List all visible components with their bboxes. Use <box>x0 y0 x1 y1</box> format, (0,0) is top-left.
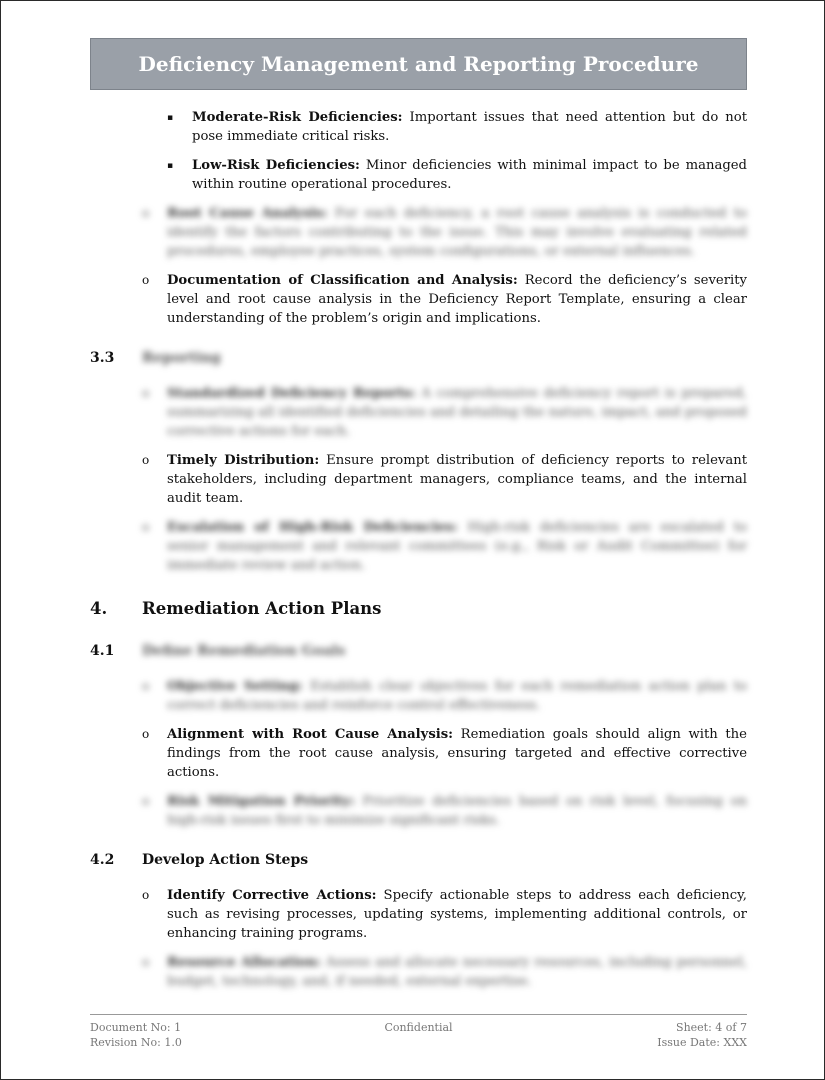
bullet-item-low-risk <box>90 156 747 194</box>
item-text: Ensure prompt distribution of deficiency reports to relevant stakeholders, including department managers, compliance teams, and the internal audit team. <box>167 453 747 506</box>
list-item-timely-distribution <box>90 451 747 508</box>
item-label: Documentation of Classification and Analysis: <box>167 273 518 288</box>
section-title: Reporting <box>142 350 221 366</box>
list-item-objective-setting <box>90 677 747 715</box>
circle-bullet-icon: o <box>142 888 150 902</box>
item-text: Assess and allocate necessary resources, including personnel, budget, technology, and, if needed, external expertise. <box>167 955 748 989</box>
list-item-resource-allocation <box>90 953 747 991</box>
item-label: Timely Distribution: <box>167 453 320 468</box>
circle-bullet-icon: o <box>142 679 150 693</box>
item-label: Root Cause Analysis: <box>167 206 328 221</box>
circle-bullet-icon: o <box>142 273 150 287</box>
section-number: 4.1 <box>90 643 115 659</box>
list-item-root-cause <box>90 204 747 261</box>
square-bullet-icon: ▪ <box>167 161 174 171</box>
item-label: Identify Corrective Actions: <box>167 888 377 903</box>
item-label: Standardized Deficiency Reports: <box>167 386 416 401</box>
list-item-escalation <box>90 518 747 575</box>
item-label: Resource Allocation: <box>167 955 321 970</box>
section-heading-3-3 <box>90 350 747 370</box>
section-heading-4-1 <box>90 643 747 663</box>
circle-bullet-icon: o <box>142 206 150 220</box>
circle-bullet-icon: o <box>142 520 150 534</box>
item-label: Objective Setting: <box>167 679 303 694</box>
item-text: A comprehensive deficiency report is prepared, summarizing all identified deficiencies and detailing the nature, impact, and proposed corrective actions for each. <box>167 386 747 439</box>
page-footer <box>90 1014 747 1050</box>
item-text: Remediation goals should align with the findings from the root cause analysis, ensuring targeted and effective corrective actions. <box>167 727 747 780</box>
item-text: Specify actionable steps to address each deficiency, such as revising processes, updating systems, implementing additional controls, or enhancing training programs. <box>167 888 747 941</box>
document-title: Deficiency Management and Reporting Procedure <box>138 52 699 76</box>
section-title: Develop Action Steps <box>142 852 309 868</box>
circle-bullet-icon: o <box>142 453 150 467</box>
section-number: 4. <box>90 599 108 618</box>
item-text: Prioritize deficiencies based on risk level, focusing on high-risk issues first to minimize significant risks. <box>167 794 747 828</box>
document-body <box>90 108 747 1001</box>
revision-number: Revision No: 1.0 <box>90 1036 182 1049</box>
sheet-number: Sheet: 4 of 7 <box>676 1021 747 1034</box>
footer-spacer <box>309 1035 528 1050</box>
circle-bullet-icon: o <box>142 386 150 400</box>
square-bullet-icon: ▪ <box>167 113 174 123</box>
list-item-documentation <box>90 271 747 328</box>
bullet-text: Minor deficiencies with minimal impact to be managed within routine operational procedures. <box>192 158 748 192</box>
document-title-banner <box>90 38 747 90</box>
section-title: Define Remediation Goals <box>142 643 346 659</box>
circle-bullet-icon: o <box>142 955 150 969</box>
list-item-alignment <box>90 725 747 782</box>
section-heading-4 <box>90 599 747 621</box>
item-text: High-risk deficiencies are escalated to senior management and relevant committees (e.g., Risk or Audit Committee) for immediate review and action. <box>167 520 747 573</box>
section-heading-4-2 <box>90 852 747 872</box>
bullet-item-moderate-risk <box>90 108 747 146</box>
list-item-risk-mitigation <box>90 792 747 830</box>
issue-date: Issue Date: XXX <box>657 1036 747 1049</box>
item-text: For each deficiency, a root cause analysis is conducted to identify the factors contributing to the issue. This may involve evaluating related procedures, employee practices, system configurations, or external influences. <box>167 206 747 259</box>
item-text: Establish clear objectives for each remediation action plan to correct deficiencies and reinforce control effectiveness. <box>167 679 747 713</box>
item-label: Risk Mitigation Priority: <box>167 794 355 809</box>
list-item-corrective-actions <box>90 886 747 943</box>
bullet-text: Important issues that need attention but do not pose immediate critical risks. <box>192 110 748 144</box>
classification-label: Confidential <box>384 1021 453 1034</box>
item-label: Escalation of High-Risk Deficiencies: <box>167 520 458 535</box>
item-label: Alignment with Root Cause Analysis: <box>167 727 454 742</box>
circle-bullet-icon: o <box>142 727 150 741</box>
list-item-standardized-reports <box>90 384 747 441</box>
document-number: Document No: 1 <box>90 1021 182 1034</box>
section-title: Remediation Action Plans <box>142 599 382 618</box>
bullet-label: Low-Risk Deficiencies: <box>192 158 360 173</box>
section-number: 3.3 <box>90 350 115 366</box>
bullet-label: Moderate-Risk Deficiencies: <box>192 110 403 125</box>
item-text: Record the deficiency’s severity level and root cause analysis in the Deficiency Report Template, ensuring a clear understanding of the problem’s origin and implications. <box>167 273 747 326</box>
section-number: 4.2 <box>90 852 115 868</box>
circle-bullet-icon: o <box>142 794 150 808</box>
